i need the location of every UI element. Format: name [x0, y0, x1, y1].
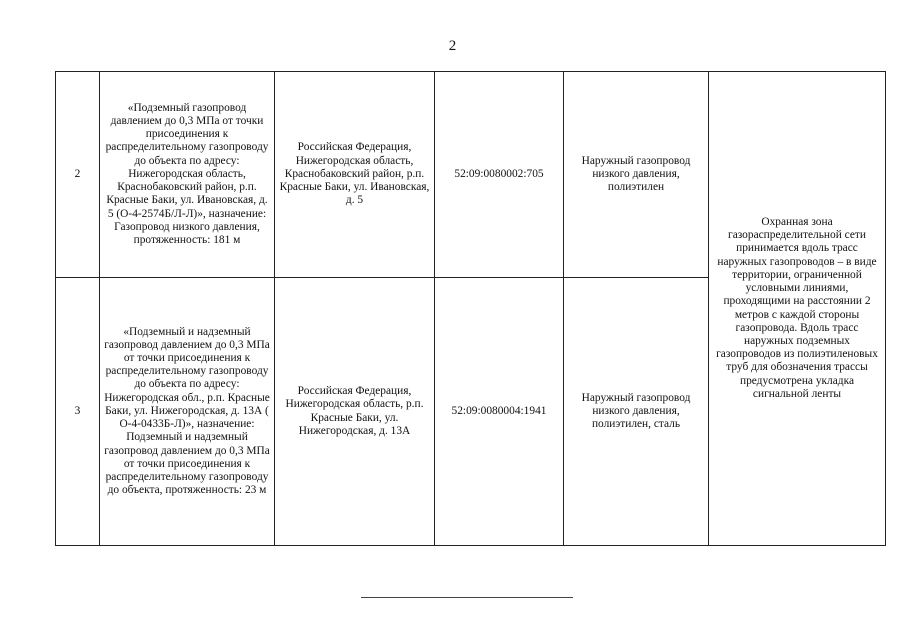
row-number-cell: 3 — [56, 278, 100, 546]
footer-divider — [361, 597, 573, 598]
cadastral-number-cell: 52:09:0080004:1941 — [435, 278, 564, 546]
pipeline-type-cell: Наружный газопровод низкого давления, полиэтилен, сталь — [564, 278, 709, 546]
pipeline-type-cell: Наружный газопровод низкого давления, полиэтилен — [564, 72, 709, 278]
address-cell: Российская Федерация, Нижегородская область, Краснобаковский район, р.п. Красные Баки, ул. Ивановская, д. 5 — [275, 72, 435, 278]
object-description-cell: «Подземный и надземный газопровод давлением до 0,3 МПа от точки присоединения к распределительному газопроводу до объекта по адресу: Нижегородская обл., р.п. Красные Баки, ул. Нижегородская, д. 13А ( О-4-0433Б-Л)», назначение: Подземный и надземный газопровод давлением до 0,3 МПа от точки присоединения к распределительному газопроводу до объекта, протяженность: 23 м — [100, 278, 275, 546]
address-cell: Российская Федерация, Нижегородская область, р.п. Красные Баки, ул. Нижегородская, д. 13А — [275, 278, 435, 546]
page-number: 2 — [448, 38, 457, 54]
gas-pipeline-table — [55, 71, 886, 546]
table-row — [56, 72, 886, 278]
row-number-cell: 2 — [56, 72, 100, 278]
object-description-cell: «Подземный газопровод давлением до 0,3 МПа от точки присоединения к распределительному газопроводу до объекта по адресу: Нижегородская область, Краснобаковский район, р.п. Красные Баки, ул. Ивановская, д. 5 (О-4-2574Б/Л-Л)», назначение: Газопровод низкого давления, протяженность: 181 м — [100, 72, 275, 278]
cadastral-number-cell: 52:09:0080002:705 — [435, 72, 564, 278]
protection-zone-cell: Охранная зона газораспределительной сети принимается вдоль трасс наружных газопроводов – в виде территории, ограниченной условными линиями, проходящими на расстоянии 2 метров с каждой стороны газопровода. Вдоль трасс наружных подземных газопроводов из полиэтиленовых труб для обозначения трассы предусмотрена укладка сигнальной ленты — [709, 72, 886, 546]
